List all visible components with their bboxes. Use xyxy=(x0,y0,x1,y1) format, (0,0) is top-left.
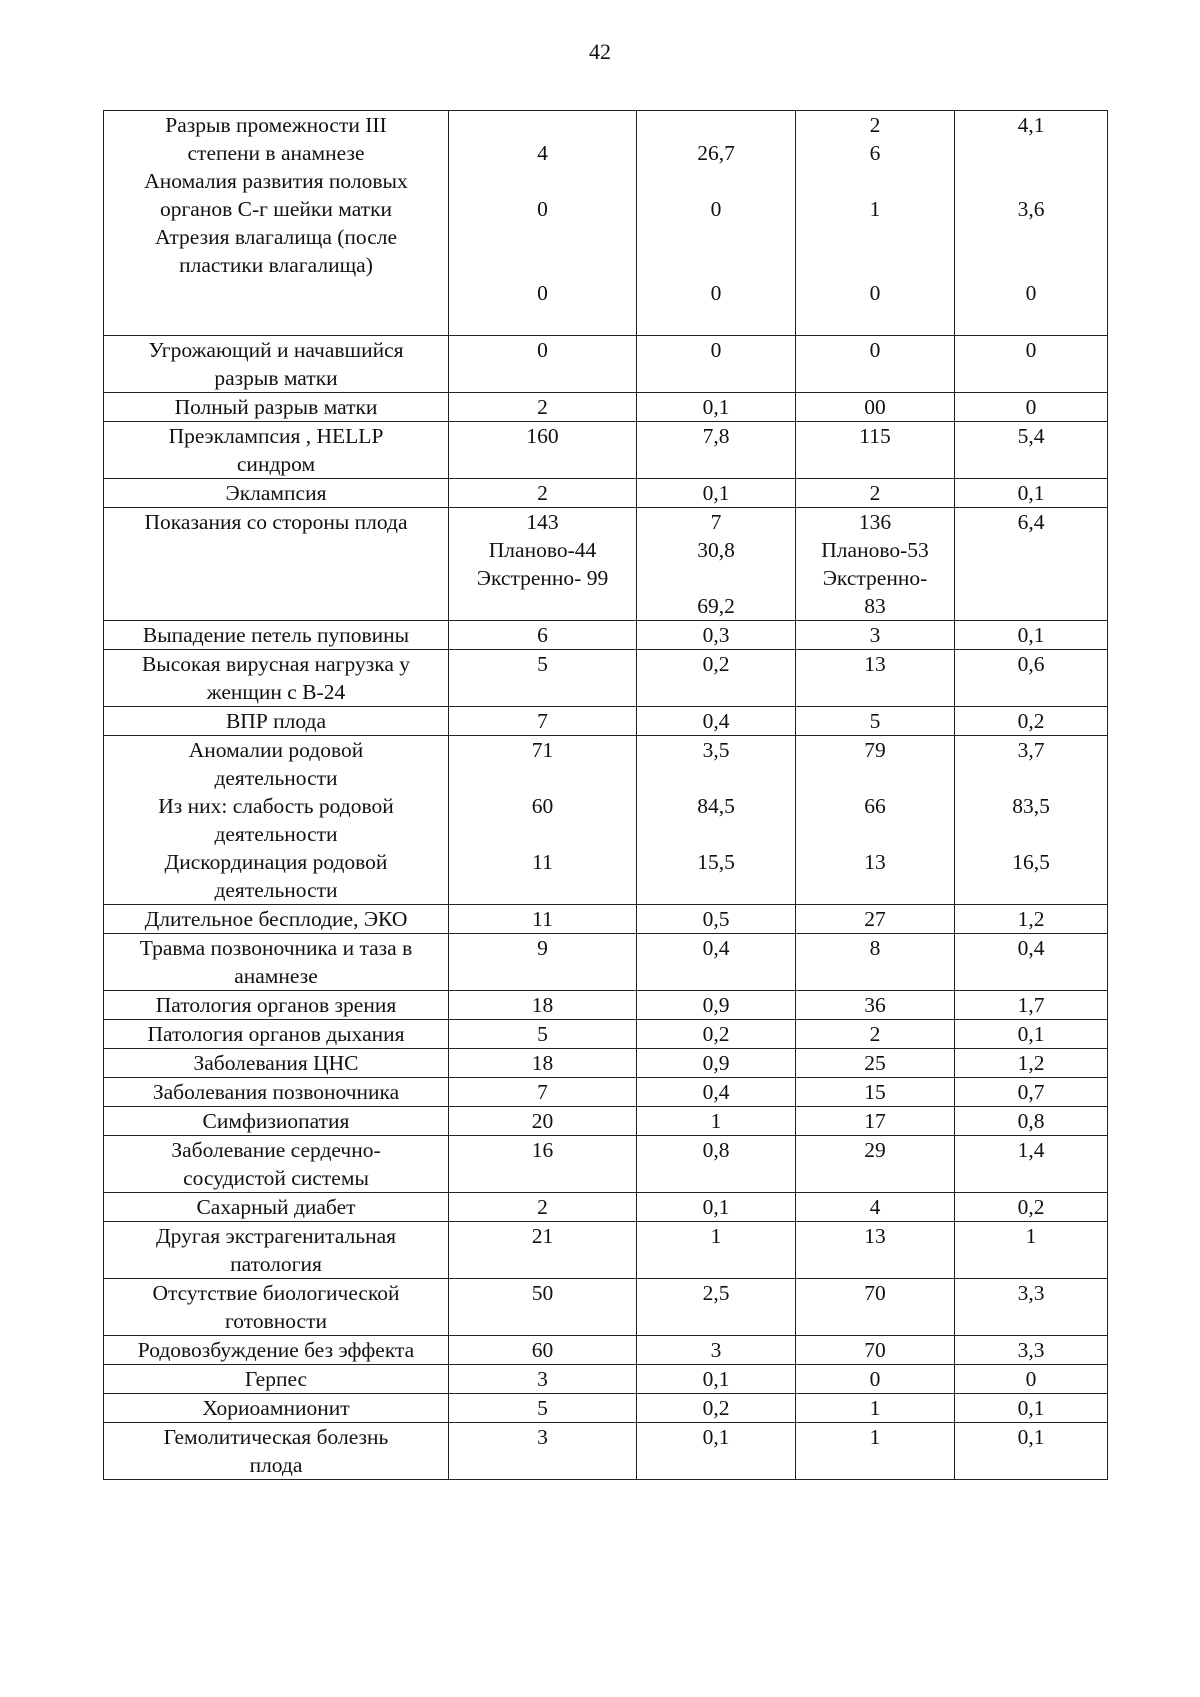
percent-1: 2,5 xyxy=(637,1279,796,1336)
count-2: 29 xyxy=(796,1136,955,1193)
count-2: 15 xyxy=(796,1078,955,1107)
row-label: Другая экстрагенитальная патология xyxy=(104,1222,449,1279)
row-label: Родовозбуждение без эффекта xyxy=(104,1336,449,1365)
row-label: Заболевания позвоночника xyxy=(104,1078,449,1107)
percent-1: 0 xyxy=(637,336,796,393)
percent-2: 4,1 3,6 0 xyxy=(955,111,1108,336)
row-label: Заболевания ЦНС xyxy=(104,1049,449,1078)
table-row xyxy=(104,1423,1108,1480)
count-1: 50 xyxy=(449,1279,637,1336)
count-2: 36 xyxy=(796,991,955,1020)
percent-1: 0,1 xyxy=(637,479,796,508)
table-row xyxy=(104,1020,1108,1049)
table-row xyxy=(104,905,1108,934)
row-label: Сахарный диабет xyxy=(104,1193,449,1222)
count-1: 16 xyxy=(449,1136,637,1193)
count-1: 60 xyxy=(449,1336,637,1365)
percent-1: 0,4 xyxy=(637,707,796,736)
percent-1: 0,2 xyxy=(637,1394,796,1423)
count-1: 2 xyxy=(449,479,637,508)
percent-1: 0,3 xyxy=(637,621,796,650)
percent-2: 0,1 xyxy=(955,1020,1108,1049)
count-1: 11 xyxy=(449,905,637,934)
row-label: Заболевание сердечно- сосудистой системы xyxy=(104,1136,449,1193)
count-1: 9 xyxy=(449,934,637,991)
row-label: Отсутствие биологической готовности xyxy=(104,1279,449,1336)
percent-2: 1,7 xyxy=(955,991,1108,1020)
percent-2: 0,8 xyxy=(955,1107,1108,1136)
percent-2: 0,2 xyxy=(955,1193,1108,1222)
count-1: 5 xyxy=(449,1020,637,1049)
table-row xyxy=(104,1193,1108,1222)
percent-2: 3,3 xyxy=(955,1279,1108,1336)
table-row xyxy=(104,1049,1108,1078)
percent-1: 0,9 xyxy=(637,991,796,1020)
indications-table xyxy=(103,110,1108,1480)
count-1: 0 xyxy=(449,336,637,393)
percent-1: 3 xyxy=(637,1336,796,1365)
percent-1: 0,8 xyxy=(637,1136,796,1193)
percent-1: 0,5 xyxy=(637,905,796,934)
table-row xyxy=(104,1394,1108,1423)
percent-2: 1 xyxy=(955,1222,1108,1279)
percent-2: 1,4 xyxy=(955,1136,1108,1193)
count-2: 136 Планово-53 Экстренно- 83 xyxy=(796,508,955,621)
count-2: 1 xyxy=(796,1423,955,1480)
count-2: 2 xyxy=(796,479,955,508)
row-label: Высокая вирусная нагрузка у женщин с В-24 xyxy=(104,650,449,707)
table-row xyxy=(104,111,1108,336)
count-1: 2 xyxy=(449,393,637,422)
row-label: Полный разрыв матки xyxy=(104,393,449,422)
percent-1: 1 xyxy=(637,1107,796,1136)
percent-2: 1,2 xyxy=(955,905,1108,934)
percent-2: 0,4 xyxy=(955,934,1108,991)
table-row xyxy=(104,1365,1108,1394)
percent-1: 26,7 0 0 xyxy=(637,111,796,336)
count-2: 4 xyxy=(796,1193,955,1222)
percent-2: 0 xyxy=(955,336,1108,393)
percent-1: 0,4 xyxy=(637,934,796,991)
table-row xyxy=(104,621,1108,650)
row-label: Преэклампсия , HELLP синдром xyxy=(104,422,449,479)
percent-2: 5,4 xyxy=(955,422,1108,479)
percent-1: 0,1 xyxy=(637,393,796,422)
row-label: Патология органов дыхания xyxy=(104,1020,449,1049)
count-1: 5 xyxy=(449,650,637,707)
count-2: 25 xyxy=(796,1049,955,1078)
table-row xyxy=(104,1136,1108,1193)
count-2: 70 xyxy=(796,1336,955,1365)
count-1: 21 xyxy=(449,1222,637,1279)
percent-1: 0,2 xyxy=(637,650,796,707)
percent-2: 1,2 xyxy=(955,1049,1108,1078)
row-label: Симфизиопатия xyxy=(104,1107,449,1136)
percent-2: 6,4 xyxy=(955,508,1108,621)
row-label: ВПР плода xyxy=(104,707,449,736)
table-row xyxy=(104,707,1108,736)
table-row xyxy=(104,508,1108,621)
percent-1: 1 xyxy=(637,1222,796,1279)
row-label: Разрыв промежности III степени в анамнезе Аномалия развития половых органов С-г шейки матки Атрезия влагалища (после пластики влагалища) xyxy=(104,111,449,336)
percent-1: 0,2 xyxy=(637,1020,796,1049)
row-label: Угрожающий и начавшийся разрыв матки xyxy=(104,336,449,393)
count-2: 1 xyxy=(796,1394,955,1423)
percent-1: 7,8 xyxy=(637,422,796,479)
percent-1: 3,5 84,5 15,5 xyxy=(637,736,796,905)
row-label: Травма позвоночника и таза в анамнезе xyxy=(104,934,449,991)
count-1: 6 xyxy=(449,621,637,650)
count-2: 13 xyxy=(796,650,955,707)
count-1: 143 Планово-44 Экстренно- 99 xyxy=(449,508,637,621)
table-row xyxy=(104,1222,1108,1279)
count-1: 7 xyxy=(449,1078,637,1107)
count-1: 18 xyxy=(449,991,637,1020)
table-row xyxy=(104,1336,1108,1365)
count-2: 0 xyxy=(796,336,955,393)
count-1: 4 0 0 xyxy=(449,111,637,336)
percent-1: 0,1 xyxy=(637,1365,796,1394)
percent-2: 0 xyxy=(955,1365,1108,1394)
row-label: Эклампсия xyxy=(104,479,449,508)
percent-2: 0,1 xyxy=(955,479,1108,508)
percent-2: 0,7 xyxy=(955,1078,1108,1107)
table-row xyxy=(104,1078,1108,1107)
row-label: Показания со стороны плода xyxy=(104,508,449,621)
percent-1: 7 30,8 69,2 xyxy=(637,508,796,621)
count-2: 2 xyxy=(796,1020,955,1049)
count-2: 5 xyxy=(796,707,955,736)
count-2: 0 xyxy=(796,1365,955,1394)
table-row xyxy=(104,650,1108,707)
count-2: 13 xyxy=(796,1222,955,1279)
count-2: 00 xyxy=(796,393,955,422)
count-1: 2 xyxy=(449,1193,637,1222)
percent-2: 0,2 xyxy=(955,707,1108,736)
table-row xyxy=(104,422,1108,479)
row-label: Длительное бесплодие, ЭКО xyxy=(104,905,449,934)
row-label: Хориоамнионит xyxy=(104,1394,449,1423)
percent-2: 0,6 xyxy=(955,650,1108,707)
count-2: 27 xyxy=(796,905,955,934)
count-2: 79 66 13 xyxy=(796,736,955,905)
percent-2: 0,1 xyxy=(955,1423,1108,1480)
table-row xyxy=(104,1107,1108,1136)
row-label: Гемолитическая болезнь плода xyxy=(104,1423,449,1480)
count-1: 18 xyxy=(449,1049,637,1078)
row-label: Патология органов зрения xyxy=(104,991,449,1020)
table-row xyxy=(104,736,1108,905)
count-2: 8 xyxy=(796,934,955,991)
table-row xyxy=(104,1279,1108,1336)
percent-2: 3,7 83,5 16,5 xyxy=(955,736,1108,905)
count-2: 17 xyxy=(796,1107,955,1136)
percent-2: 0 xyxy=(955,393,1108,422)
count-1: 5 xyxy=(449,1394,637,1423)
page-number: 42 xyxy=(589,39,611,64)
count-1: 3 xyxy=(449,1423,637,1480)
percent-2: 0,1 xyxy=(955,1394,1108,1423)
count-2: 2 6 1 0 xyxy=(796,111,955,336)
count-2: 70 xyxy=(796,1279,955,1336)
count-1: 3 xyxy=(449,1365,637,1394)
row-label: Герпес xyxy=(104,1365,449,1394)
count-1: 71 60 11 xyxy=(449,736,637,905)
row-label: Выпадение петель пуповины xyxy=(104,621,449,650)
count-2: 3 xyxy=(796,621,955,650)
percent-1: 0,9 xyxy=(637,1049,796,1078)
percent-2: 0,1 xyxy=(955,621,1108,650)
count-1: 20 xyxy=(449,1107,637,1136)
percent-1: 0,1 xyxy=(637,1193,796,1222)
count-1: 160 xyxy=(449,422,637,479)
table-row xyxy=(104,934,1108,991)
table-row xyxy=(104,991,1108,1020)
percent-1: 0,4 xyxy=(637,1078,796,1107)
row-label: Аномалии родовой деятельности Из них: слабость родовой деятельности Дискординация родовой деятельности xyxy=(104,736,449,905)
table-row xyxy=(104,336,1108,393)
count-2: 115 xyxy=(796,422,955,479)
count-1: 7 xyxy=(449,707,637,736)
table-row xyxy=(104,393,1108,422)
percent-2: 3,3 xyxy=(955,1336,1108,1365)
percent-1: 0,1 xyxy=(637,1423,796,1480)
table-row xyxy=(104,479,1108,508)
